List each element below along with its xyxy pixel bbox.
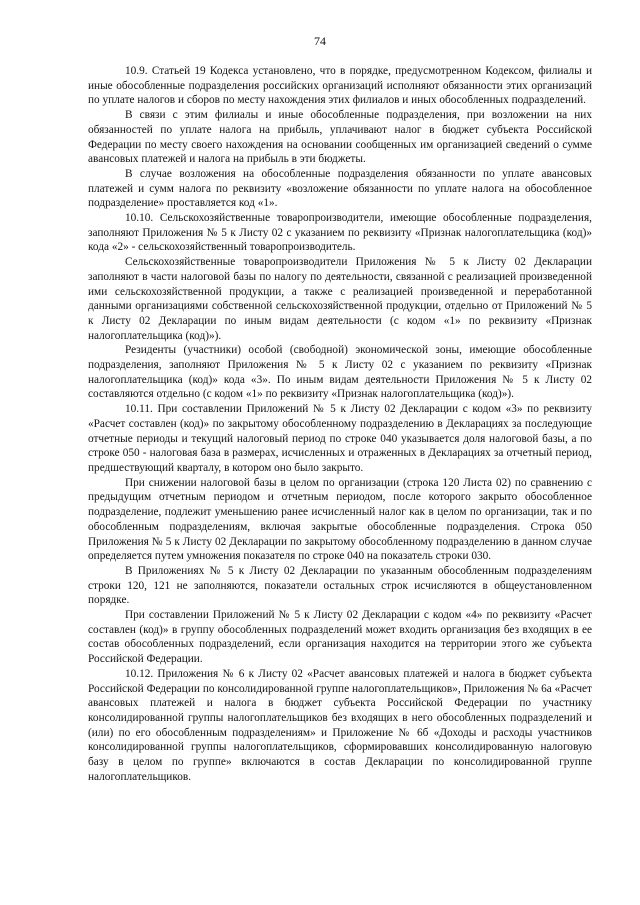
document-body: [88, 64, 592, 784]
paragraph-10-9: 10.9. Статьей 19 Кодекса установлено, что в порядке, предусмотренном Кодексом, филиалы и иные обособленные подразделения российских организаций исполняют обязанности этих организаций по уплате налогов и сборов по месту нахождения этих филиалов и иных обособленных подразделений.: [88, 65, 592, 107]
paragraph-10-12: 10.12. Приложения № 6 к Листу 02 «Расчет авансовых платежей и налога в бюджет субъекта Российской Федерации по консолидированной группе налогоплательщиков», Приложения № 6а «Расчет авансовых платежей и налога в бюджет субъекта Российской Федерации по участнику консолидированной группы налогоплательщиков без входящих в него обособленных подразделений и (или) по его обособленным подразделениям» и Приложение № 6б «Доходы и расходы участников консолидированной группы налогоплательщиков, сформировавших консолидированную налоговую базу в целом по группе» включаются в состав Декларации по консолидированной группе налогоплательщиков.: [88, 667, 592, 783]
page-number: 74: [314, 34, 326, 48]
paragraph-code-4: При составлении Приложений № 5 к Листу 02 Декларации с кодом «4» по реквизиту «Расчет составлен (код)» в группу обособленных подразделений может входить организация без входящих в ее состав обособленных подразделений, если организация находится на территории этого же субъекта Российской Федерации.: [88, 609, 592, 666]
paragraph-code-1: В случае возложения на обособленные подразделения обязанности по уплате авансовых платежей и сумм налога по реквизиту «возложение обязанности по уплате налога на обособленное подразделение» проставляется код «1».: [88, 167, 592, 210]
paragraph-residents: Резиденты (участники) особой (свободной) экономической зоны, имеющие обособленные подразделения, заполняют Приложения № 5 к Листу 02 с указанием по реквизиту «Признак налогоплательщика (код)» кода «3». По иным видам деятельности Приложения № 5 к Листу 02 составляются отдельно (с кодом «1» по реквизиту «Признак налогоплательщика (код)»).: [88, 344, 592, 401]
paragraph-10-10: 10.10. Сельскохозяйственные товаропроизводители, имеющие обособленные подразделения, заполняют Приложения № 5 к Листу 02 с указанием по реквизиту «Признак налогоплательщика (код)» кода «2» - сельскохозяйственный товаропроизводитель.: [88, 212, 592, 254]
paragraph-agri: Сельскохозяйственные товаропроизводители Приложения № 5 к Листу 02 Декларации заполняют в части налоговой базы по налогу по деятельности, связанной с реализацией произведенной ими сельскохозяйственной продукции, а также с реализацией произведенной и переработанной данными организациями собственной сельскохозяйственной продукции, отдельно от Приложений № 5 к Листу 02 Декларации по иным видам деятельности (с кодом «1» по реквизиту «Признак налогоплательщика (код)»).: [88, 256, 592, 342]
paragraph-lines-120-121: В Приложениях № 5 к Листу 02 Декларации по указанным обособленным подразделениям строки 120, 121 не заполняются, показатели остальных строк исчисляются в общеустановленном порядке.: [88, 564, 592, 607]
paragraph-branches: В связи с этим филиалы и иные обособленные подразделения, при возложении на них обязанностей по уплате налога на прибыль, уплачивают налог в бюджет субъекта Российской Федерации по месту своего нахождения на основании сообщенных им организацией сведений о сумме авансовых платежей и налога на прибыль в эти бюджеты.: [88, 109, 592, 166]
paragraph-10-11: 10.11. При составлении Приложений № 5 к Листу 02 Декларации с кодом «3» по реквизиту «Расчет составлен (код)» по закрытому обособленному подразделению в Декларациях за последующие отчетные периоды и текущий налоговый период по строке 040 указывается доля налоговой базы, а по строке 050 - налоговая база в размерах, исчисленных и отраженных в Декларациях за отчетный период, предшествующий кварталу, в котором оно было закрыто.: [88, 403, 592, 474]
paragraph-tax-base-decrease: При снижении налоговой базы в целом по организации (строка 120 Листа 02) по сравнению с предыдущим отчетным периодом и отчетным периодом, после которого закрыто обособленное подразделение, подлежит уменьшению ранее исчисленный налог как в целом по организации, так и по обособленным подразделениям, включая закрытые обособленные подразделения. Строка 050 Приложения № 5 к Листу 02 Декларации по закрытому обособленному подразделению в данном случае определяется путем умножения показателя по строке 040 на показатель строки 030.: [88, 476, 592, 563]
